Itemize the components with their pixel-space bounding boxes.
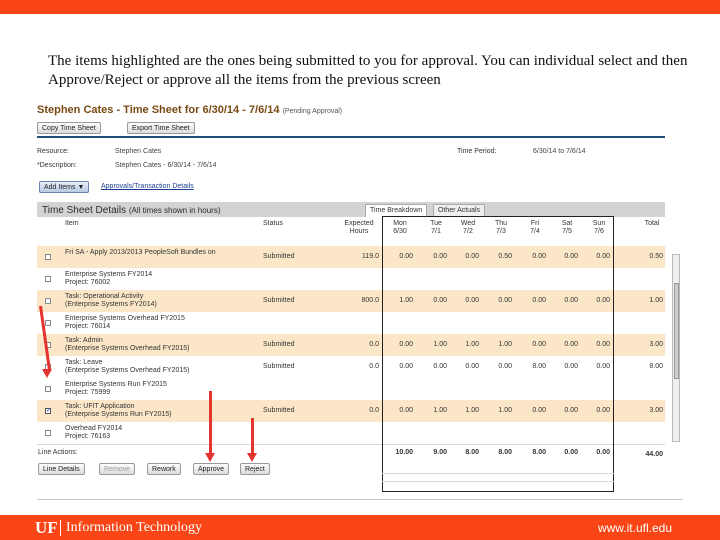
row-item-line1: Fri SA - Apply 2013/2013 PeopleSoft Bundles on (65, 249, 216, 256)
row-total: 3.00 (649, 407, 663, 414)
details-subtitle: (All times shown in hours) (128, 206, 221, 215)
details-title (42, 205, 220, 216)
row-checkbox[interactable] (45, 386, 51, 392)
row-hours-mon[interactable]: 0.00 (399, 253, 413, 260)
description-label: *Description: (37, 162, 77, 169)
reject-button[interactable]: Reject (240, 463, 270, 475)
row-hours-tue[interactable]: 0.00 (433, 253, 447, 260)
row-item-line2: (Enterprise Systems FY2014) (65, 301, 157, 308)
row-hours-fri[interactable]: 0.00 (532, 407, 546, 414)
row-hours-thu[interactable]: 1.00 (498, 407, 512, 414)
row-checkbox[interactable] (45, 254, 51, 260)
arrow-approve-line (209, 391, 212, 453)
row-status: Submitted (263, 253, 295, 260)
row-item-line2: Project: 76163 (65, 433, 111, 440)
time-period-label: Time Period: (457, 148, 497, 155)
row-hours-tue[interactable]: 1.00 (433, 341, 447, 348)
line-actions-label: Line Actions: (38, 449, 78, 456)
row-status: Submitted (263, 341, 295, 348)
row-hours-wed[interactable]: 0.00 (465, 253, 479, 260)
remove-button[interactable]: Remove (99, 463, 135, 475)
column-header-sun: Sun 7/6 (592, 220, 606, 235)
row-hours-thu[interactable]: 0.00 (498, 363, 512, 370)
timesheet-screenshot (35, 98, 685, 500)
row-status: Submitted (263, 363, 295, 370)
column-header-total: Total (644, 220, 660, 227)
total-wed: 8.00 (465, 449, 479, 456)
total-grand: 44.00 (645, 451, 663, 458)
row-item (65, 337, 190, 353)
slide-caption: The items highlighted are the ones being submitted to you for approval. You can individual select and then Approve/Reject or approve all the items from the previous screen (48, 53, 688, 88)
row-hours-sat[interactable]: 0.00 (564, 363, 578, 370)
row-item (65, 425, 122, 441)
column-header-mon: Mon 6/30 (393, 220, 407, 235)
row-checkbox[interactable] (45, 320, 51, 326)
row-hours-tue[interactable]: 0.00 (433, 297, 447, 304)
copy-timesheet-button[interactable]: Copy Time Sheet (37, 122, 101, 134)
row-hours-fri[interactable]: 0.00 (532, 253, 546, 260)
total-mon: 10.00 (395, 449, 413, 456)
tab-time-breakdown[interactable]: Time Breakdown (365, 204, 427, 217)
row-status: Submitted (263, 297, 295, 304)
row-status: Submitted (263, 407, 295, 414)
time-period-value: 6/30/14 to 7/6/14 (533, 148, 586, 155)
row-total: 1.00 (649, 297, 663, 304)
row-hours-sat[interactable]: 0.00 (564, 407, 578, 414)
weekday-highlight-box (382, 216, 614, 492)
row-item-line1: Task: UFIT Application (65, 403, 135, 410)
row-item (65, 293, 157, 309)
row-expected-hours: 0.0 (369, 363, 379, 370)
row-item-line1: Task: Operational Activity (65, 293, 144, 300)
row-hours-sun[interactable]: 0.00 (596, 341, 610, 348)
resource-label: Resource: (37, 148, 69, 155)
row-item (65, 381, 167, 397)
total-sat: 0.00 (564, 449, 578, 456)
row-item (65, 271, 152, 287)
row-item-line1: Task: Leave (65, 359, 103, 366)
line-details-button[interactable]: Line Details (38, 463, 85, 475)
footer-separator (60, 520, 61, 536)
row-hours-sun[interactable]: 0.00 (596, 253, 610, 260)
resource-value: Stephen Cates (115, 148, 162, 155)
row-expected-hours: 119.0 (362, 253, 379, 260)
footer-bar (0, 515, 720, 540)
header-divider (37, 136, 665, 138)
details-header (37, 202, 665, 217)
row-item (65, 249, 216, 257)
row-hours-thu[interactable]: 1.00 (498, 341, 512, 348)
row-item-line2: (Enterprise Systems Run FY2015) (65, 411, 172, 418)
highlight-divider (382, 473, 614, 474)
arrow-reject-head (247, 453, 257, 462)
row-hours-sat[interactable]: 0.00 (564, 341, 578, 348)
row-item-line1: Task: Admin (65, 337, 103, 344)
uf-logo: UF (35, 518, 58, 537)
total-thu: 8.00 (498, 449, 512, 456)
row-item-line1: Enterprise Systems FY2014 (65, 271, 153, 278)
row-checkbox[interactable] (45, 430, 51, 436)
row-checkbox[interactable] (45, 298, 51, 304)
department-name: Information Technology (66, 520, 203, 535)
row-total: 0.50 (649, 253, 663, 260)
table-scrollbar[interactable] (672, 254, 680, 442)
row-expected-hours: 800.0 (361, 297, 379, 304)
row-hours-fri[interactable]: 0.00 (532, 297, 546, 304)
row-hours-wed[interactable]: 0.00 (465, 363, 479, 370)
approve-button[interactable]: Approve (193, 463, 229, 475)
row-hours-sat[interactable]: 0.00 (564, 253, 578, 260)
row-item-line2: (Enterprise Systems Overhead FY2015) (65, 345, 190, 352)
row-item (65, 359, 190, 375)
row-expected-hours: 0.0 (369, 407, 379, 414)
description-value: Stephen Cates - 6/30/14 - 7/6/14 (115, 162, 217, 169)
scrollbar-thumb[interactable] (674, 283, 679, 379)
screenshot-bottom-rule (37, 499, 683, 500)
row-checkbox[interactable] (45, 408, 51, 414)
row-hours-sun[interactable]: 0.00 (596, 297, 610, 304)
arrow-approve-head (205, 453, 215, 462)
row-item (65, 315, 185, 331)
row-hours-wed[interactable]: 1.00 (465, 341, 479, 348)
total-fri: 8.00 (532, 449, 546, 456)
column-header-item: Item (65, 220, 79, 227)
rework-button[interactable]: Rework (147, 463, 181, 475)
timesheet-status: (Pending Approval) (282, 108, 343, 115)
row-hours-wed[interactable]: 1.00 (465, 407, 479, 414)
highlight-divider-2 (382, 481, 614, 482)
column-header-thu: Thu 7/3 (494, 220, 508, 235)
row-item-line1: Enterprise Systems Overhead FY2015 (65, 315, 185, 322)
row-hours-mon[interactable]: 0.00 (399, 363, 413, 370)
footer-url[interactable]: www.it.ufl.edu (597, 521, 672, 535)
column-header-fri: Fri 7/4 (530, 220, 540, 235)
row-hours-tue[interactable]: 0.00 (433, 363, 447, 370)
row-item-line1: Overhead FY2014 (65, 425, 123, 432)
row-item-line2: (Enterprise Systems Overhead FY2015) (65, 367, 190, 374)
column-header-sat: Sat 7/5 (561, 220, 573, 235)
total-tue: 9.00 (433, 449, 447, 456)
row-hours-wed[interactable]: 0.00 (465, 297, 479, 304)
row-expected-hours: 0.0 (369, 341, 379, 348)
row-hours-fri[interactable]: 0.00 (532, 341, 546, 348)
column-header-status: Status (263, 220, 283, 227)
row-item-line1: Enterprise Systems Run FY2015 (65, 381, 167, 388)
row-hours-sat[interactable]: 0.00 (564, 297, 578, 304)
row-item (65, 403, 172, 419)
row-hours-mon[interactable]: 0.00 (399, 341, 413, 348)
row-item-line2: Project: 75999 (65, 389, 111, 396)
row-hours-sun[interactable]: 0.00 (596, 363, 610, 370)
row-hours-sun[interactable]: 0.00 (596, 407, 610, 414)
timesheet-title-text: Stephen Cates - Time Sheet for 6/30/14 - 7/6/14 (37, 104, 280, 116)
tab-other-actuals[interactable]: Other Actuals (433, 204, 485, 217)
row-total: 3.00 (649, 341, 663, 348)
total-sun: 0.00 (596, 449, 610, 456)
row-item-line2: Project: 76002 (65, 279, 111, 286)
row-checkbox[interactable] (45, 276, 51, 282)
top-accent-bar (0, 0, 720, 14)
arrow-checkbox-head (42, 369, 52, 378)
approvals-link[interactable]: Approvals/Transaction Details (101, 183, 194, 190)
row-hours-thu[interactable]: 0.00 (498, 297, 512, 304)
row-hours-mon[interactable]: 1.00 (399, 297, 413, 304)
column-header-tue: Tue 7/1 (430, 220, 442, 235)
row-hours-fri[interactable]: 8.00 (532, 363, 546, 370)
arrow-reject-line (251, 418, 254, 454)
column-header-wed: Wed 7/2 (460, 220, 476, 235)
export-timesheet-button[interactable]: Export Time Sheet (127, 122, 195, 134)
row-hours-thu[interactable]: 0.50 (498, 253, 512, 260)
column-header-expected: Expected Hours (344, 220, 374, 235)
row-hours-mon[interactable]: 0.00 (399, 407, 413, 414)
row-item-line2: Project: 76014 (65, 323, 111, 330)
timesheet-title (37, 104, 342, 116)
row-total: 8.00 (649, 363, 663, 370)
add-items-button[interactable]: Add Items ▼ (39, 181, 89, 193)
row-hours-tue[interactable]: 1.00 (433, 407, 447, 414)
details-title-text: Time Sheet Details (42, 205, 127, 216)
